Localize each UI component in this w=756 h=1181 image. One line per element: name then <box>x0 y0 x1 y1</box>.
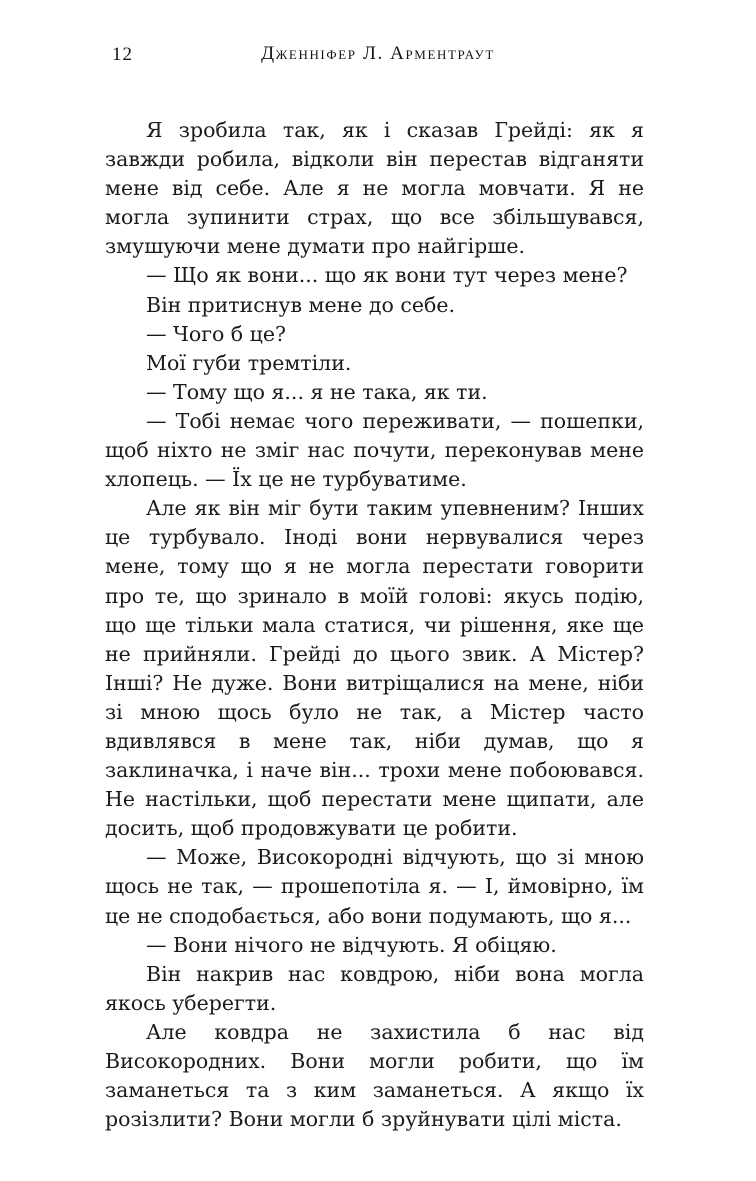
page-number: 12 <box>112 44 133 65</box>
paragraph: — Тому що я... я не така, як ти. <box>146 379 488 404</box>
paragraph: Але ковдра не захистила б нас від Високородних. Вони могли робити, що їм заманеться та з ким заманеться. А якщо їх розізлити? Вони могли б зруйнувати цілі міста. <box>105 1019 644 1132</box>
paragraph: — Вони нічого не відчують. Я обіцяю. <box>146 932 557 957</box>
paragraph: Мої губи тремтіли. <box>146 350 352 375</box>
running-title: Дженніфер Л. Арментраут <box>261 43 495 64</box>
paragraph: — Тобі немає чого переживати, — пошепки, щоб ніхто не зміг нас почути, переконував мене хлопець. — Їх це не турбуватиме. <box>105 408 644 492</box>
paragraph: Він притиснув мене до себе. <box>146 292 455 317</box>
running-header <box>0 0 756 80</box>
page-body <box>105 116 644 1134</box>
paragraph: — Чого б це? <box>146 321 286 346</box>
paragraph: — Може, Високородні відчують, що зі мною щось не так, — прошепотіла я. — І, ймовірно, їм це не сподобається, або вони подумають, що я... <box>105 845 644 928</box>
paragraph: Я зробила так, як і сказав Грейді: як я завжди робила, відколи він перестав відганяти мене від себе. Але я не могла мовчати. Я не могла зупинити страх, що все збільшувався, змушуючи мене думати про найгірше. <box>105 118 644 259</box>
paragraph: Він накрив нас ковдрою, ніби вона могла якось уберегти. <box>105 961 644 1015</box>
paragraph: Але як він міг бути таким упевненим? Інших це турбувало. Іноді вони нервувалися через мене, тому що я не могла перестати говорити про те, що зринало в моїй голові: якусь подію, що ще тільки мала статися, чи рішення, яке ще не прийняли. Грейді до цього звик. А Містер? Інші? Не дуже. Вони витріщалися на мене, ніби зі мною щось було не так, а Містер часто вдивлявся в мене так, ніби думав, що я заклиначка, і наче він... трохи мене побоювався. Не настільки, щоб перестати мене щипати, але досить, щоб продовжувати це робити. <box>105 496 644 841</box>
paragraph: — Що як вони... що як вони тут через мене? <box>146 263 628 288</box>
